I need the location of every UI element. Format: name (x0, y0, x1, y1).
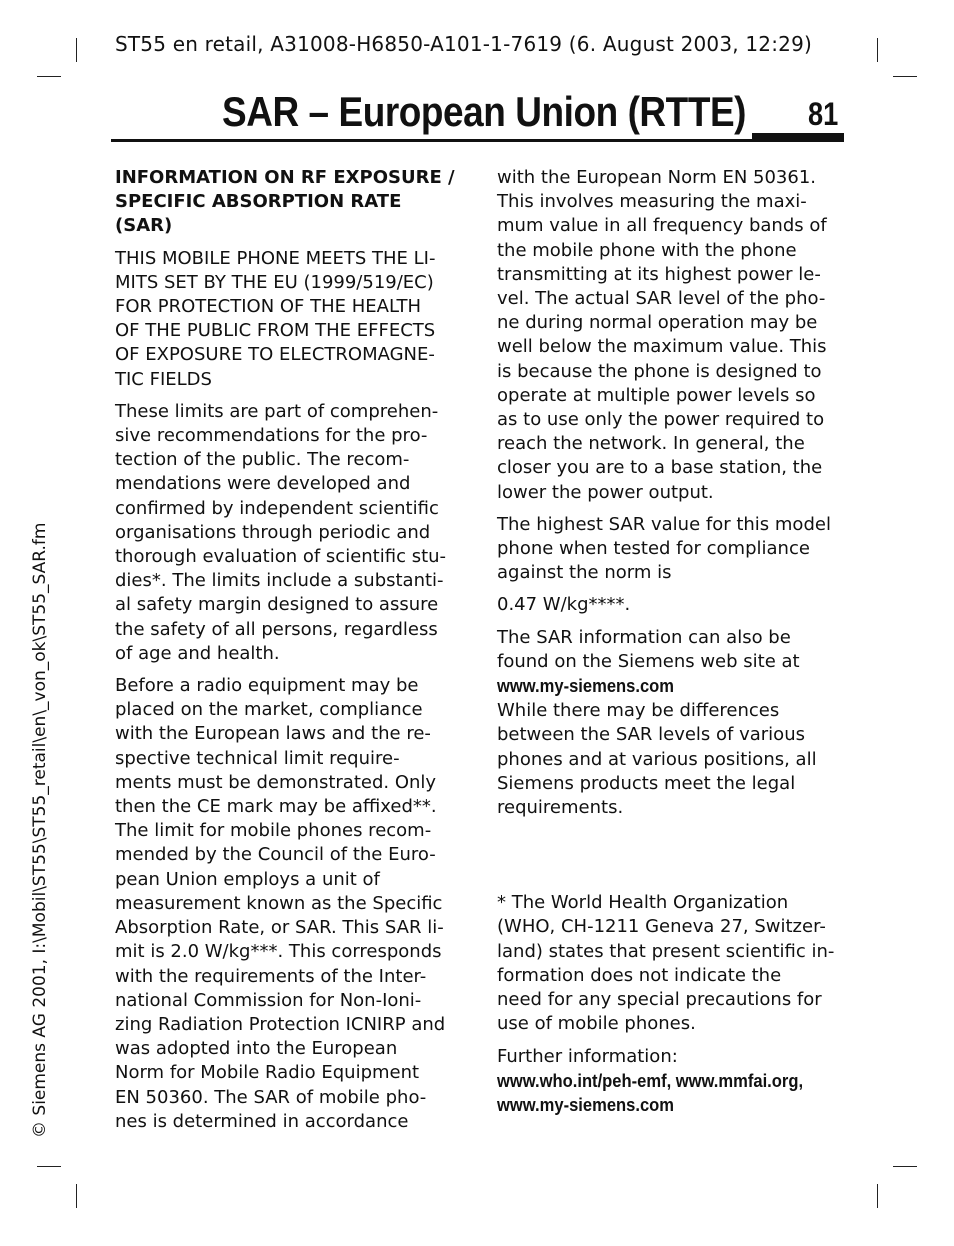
title-rule (111, 139, 844, 142)
footnote: * The World Health Organization (WHO, CH-1211 Geneva 27, Switzer- land) states that present scientific in- formation does not indicate the need for any special precautions for use of mobile phones. (497, 892, 835, 1035)
paragraph-text: The SAR information can also be found on the Siemens web site at (497, 626, 800, 672)
crop-mark (76, 38, 77, 62)
running-header: ST55 en retail, A31008-H6850-A101-1-7619 (6. August 2003, 12:29) (115, 32, 813, 56)
crop-mark (893, 1166, 917, 1167)
paragraph: These limits are part of comprehen- sive recommendations for the pro- tection of the public. The recom- mendations were developed and confirmed by independent scientific organisations through periodic and thorough evaluation of scientific stu- dies*. The limits include a substanti- al safety margin designed to assure the safety of all persons, regardless of age and health. (115, 400, 447, 664)
siemens-link[interactable] (497, 674, 842, 699)
paragraph: with the European Norm EN 50361. This involves measuring the maxi- mum value in all frequency bands of the mobile phone with the phone transmitting at its highest power le- vel. The actual SAR level of the pho- ne during normal operation may be well below the maximum value. This is because the phone is designed to operate at multiple power levels so as to use only the power required to reach the network. In general, the closer you are to a base station, the lower the power output. (497, 167, 827, 503)
page-title: SAR – European Union (RTTE) (222, 88, 747, 135)
further-info-label: Further information: (497, 1045, 678, 1067)
paragraph (497, 626, 842, 674)
paragraph: While there may be differences between the SAR levels of various phones and at various positions, all Siemens products meet the legal requirements. (497, 700, 817, 819)
sar-value: 0.47 W/kg****. (497, 594, 631, 616)
left-column (115, 166, 460, 1142)
page-number: 81 (808, 96, 839, 132)
crop-mark (877, 38, 878, 62)
siemens-url[interactable]: www.my-siemens.com (497, 676, 675, 697)
right-column (497, 166, 842, 1118)
file-path-sidebar: © Siemens AG 2001, I:\Mobil\ST55\ST55_retail\en\_von_ok\ST55_SAR.fm (30, 522, 50, 1138)
further-info-links[interactable] (497, 1069, 842, 1118)
crop-mark (37, 1166, 61, 1167)
paragraph: Before a radio equipment may be placed on the market, compliance with the European laws and the re- spective technical limit require- ments must be demonstrated. Only then the CE mark may be affixed**. The limit for mobile phones recom- mended by the Council of the Euro- pean Union employs a unit of measurement known as the Specific Absorption Rate, or SAR. This SAR li- mit is 2.0 W/kg***. This corresponds with the requirements of the Inter- national Commission for Non-Ioni- zing Radiation Protection ICNIRP and was adopted into the European Norm for Mobile Radio Equipment EN 50360. The SAR of mobile pho- nes is determined in accordance (115, 675, 446, 1132)
crop-mark (37, 76, 61, 77)
page-number-bar (752, 133, 844, 140)
crop-mark (877, 1184, 878, 1208)
further-info-urls[interactable]: www.who.int/peh-emf, www.mmfai.org, www.my-siemens.com (497, 1070, 804, 1115)
section-heading: INFORMATION ON RF EXPOSURE / SPECIFIC ABSORPTION RATE (SAR) (115, 167, 455, 237)
crop-mark (893, 76, 917, 77)
caps-paragraph: THIS MOBILE PHONE MEETS THE LI- MITS SET BY THE EU (1999/519/EC) FOR PROTECTION OF THE HEALTH OF THE PUBLIC FROM THE EFFECTS OF EXPOSURE TO ELECTROMAGNE- TIC FIELDS (115, 247, 436, 390)
paragraph: The highest SAR value for this model phone when tested for compliance against the norm is (497, 513, 831, 584)
crop-mark (76, 1184, 77, 1208)
